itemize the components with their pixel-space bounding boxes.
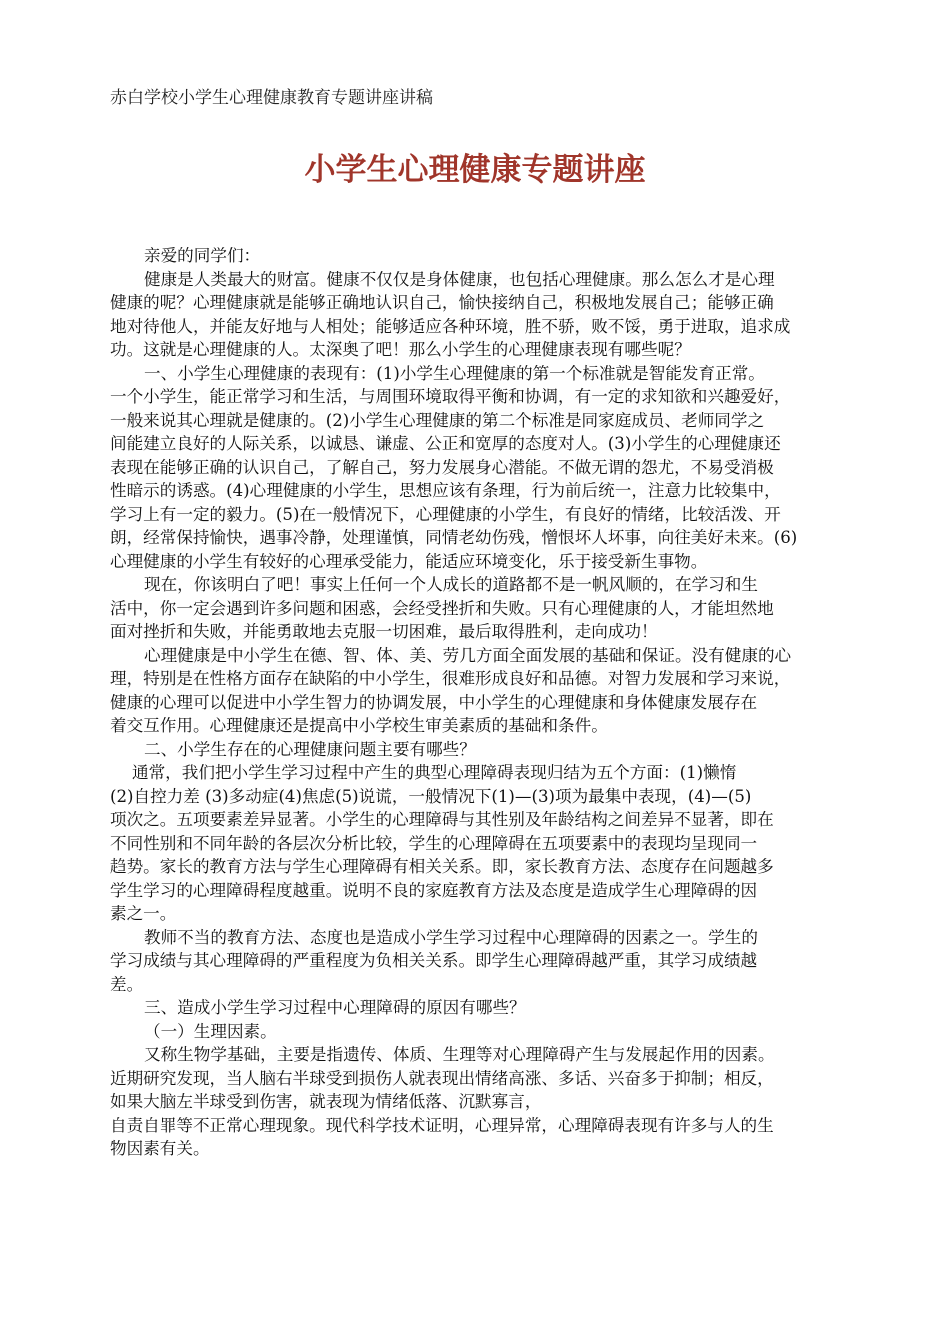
document-header: 赤白学校小学生心理健康教育专题讲座讲稿	[110, 88, 433, 108]
paragraph-line: (2)自控力差 (3)多动症(4)焦虑(5)说谎，一般情况下(1)—(3)项为最集中表现，(4)—(5)	[110, 786, 752, 806]
paragraph-line: 一般来说其心理就是健康的。(2)小学生心理健康的第二个标准是同家庭成员、老师同学之	[110, 410, 765, 430]
paragraph-line: 功。这就是心理健康的人。太深奥了吧！那么小学生的心理健康表现有哪些呢？	[110, 340, 691, 359]
paragraph-line: 趋势。家长的教育方法与学生心理障碍有相关关系。即，家长教育方法、态度存在问题越多	[110, 857, 774, 876]
paragraph-line: 学习上有一定的毅力。(5)在一般情况下，心理健康的小学生，有良好的情绪，比较活泼、开	[110, 504, 781, 524]
paragraph-line: 健康的心理可以促进中小学生智力的协调发展，中小学生的心理健康和身体健康发展存在	[110, 692, 758, 712]
greeting-line: 亲爱的同学们：	[144, 246, 261, 265]
paragraph-line: 素之一。	[110, 904, 177, 923]
paragraph-line: 教师不当的教育方法、态度也是造成小学生学习过程中心理障碍的因素之一。学生的	[144, 927, 758, 947]
paragraph-line: 又称生物学基础，主要是指遗传、体质、生理等对心理障碍产生与发展起作用的因素。	[144, 1045, 775, 1064]
paragraph-line: 项次之。五项要素差异显著。小学生的心理障碍与其性别及年龄结构之间差异不显著，即在	[110, 810, 774, 829]
paragraph-line: 健康是人类最大的财富。健康不仅仅是身体健康，也包括心理健康。那么怎么才是心理	[144, 269, 775, 289]
paragraph-line: 学习成绩与其心理障碍的严重程度为负相关关系。即学生心理障碍越严重，其学习成绩越	[110, 951, 758, 970]
subsection-heading: （一）生理因素。	[144, 1021, 277, 1041]
section-heading: 三、造成小学生学习过程中心理障碍的原因有哪些？	[144, 998, 526, 1017]
section-heading: 二、小学生存在的心理健康问题主要有哪些？	[144, 739, 476, 759]
paragraph-line: 一个小学生，能正常学习和生活，与周围环境取得平衡和协调，有一定的求知欲和兴趣爱好，	[110, 387, 791, 406]
paragraph-line: 通常，我们把小学生学习过程中产生的典型心理障碍表现归结为五个方面：(1)懒惰	[132, 763, 737, 782]
paragraph-line: 自责自罪等不正常心理现象。现代科学技术证明，心理异常，心理障碍表现有许多与人的生	[110, 1115, 774, 1135]
paragraph-line: 一、小学生心理健康的表现有：(1)小学生心理健康的第一个标准就是智能发育正常。	[144, 363, 765, 383]
paragraph-line: 活中，你一定会遇到许多问题和困惑，会经受挫折和失败。只有心理健康的人，才能坦然地	[110, 598, 774, 618]
paragraph-line: 不同性别和不同年龄的各层次分析比较，学生的心理障碍在五项要素中的表现均呈现同一	[110, 833, 758, 853]
paragraph-line: 心理健康的小学生有较好的心理承受能力，能适应环境变化，乐于接受新生事物。	[110, 551, 708, 571]
paragraph-line: 物因素有关。	[110, 1139, 210, 1158]
paragraph-line: 如果大脑左半球受到伤害，就表现为情绪低落、沉默寡言，	[110, 1092, 542, 1111]
paragraph-line: 差。	[110, 974, 144, 994]
paragraph-line: 理，特别是在性格方面存在缺陷的中小学生，很难形成良好和品德。对智力发展和学习来说，	[110, 669, 791, 688]
paragraph-line: 间能建立良好的人际关系，以诚恳、谦虚、公正和宽厚的态度对人。(3)小学生的心理健康还	[110, 434, 781, 453]
paragraph-line: 现在，你该明白了吧！事实上任何一个人成长的道路都不是一帆风顺的，在学习和生	[144, 575, 758, 594]
paragraph-line: 地对待他人，并能友好地与人相处；能够适应各种环境，胜不骄，败不馁，勇于进取，追求成	[110, 316, 791, 336]
paragraph-line: 心理健康是中小学生在德、智、体、美、劳几方面全面发展的基础和保证。没有健康的心	[144, 645, 792, 665]
paragraph-line: 着交互作用。心理健康还是提高中小学校生审美素质的基础和条件。	[110, 716, 608, 735]
paragraph-line: 近期研究发现，当人脑右半球受到损伤人就表现出情绪高涨、多话、兴奋多于抑制；相反，	[110, 1068, 774, 1088]
paragraph-line: 朗，经常保持愉快，遇事冷静，处理谨慎，同情老幼伤残，憎恨坏人坏事，向往美好未来。(6)	[110, 528, 798, 547]
paragraph-line: 面对挫折和失败，并能勇敢地去克服一切困难，最后取得胜利，走向成功！	[110, 622, 658, 641]
document-body	[110, 244, 850, 1161]
paragraph-line: 学生学习的心理障碍程度越重。说明不良的家庭教育方法及态度是造成学生心理障碍的因	[110, 880, 758, 900]
paragraph-line: 性暗示的诱惑。(4)心理健康的小学生，思想应该有条理，行为前后统一，注意力比较集中，	[110, 481, 781, 500]
page-title: 小学生心理健康专题讲座	[304, 152, 646, 188]
paragraph-line: 健康的呢？心理健康就是能够正确地认识自己，愉快接纳自己，积极地发展自己；能够正确	[110, 293, 774, 312]
paragraph-line: 表现在能够正确的认识自己，了解自己，努力发展身心潜能。不做无谓的怨尤，不易受消极	[110, 457, 774, 477]
